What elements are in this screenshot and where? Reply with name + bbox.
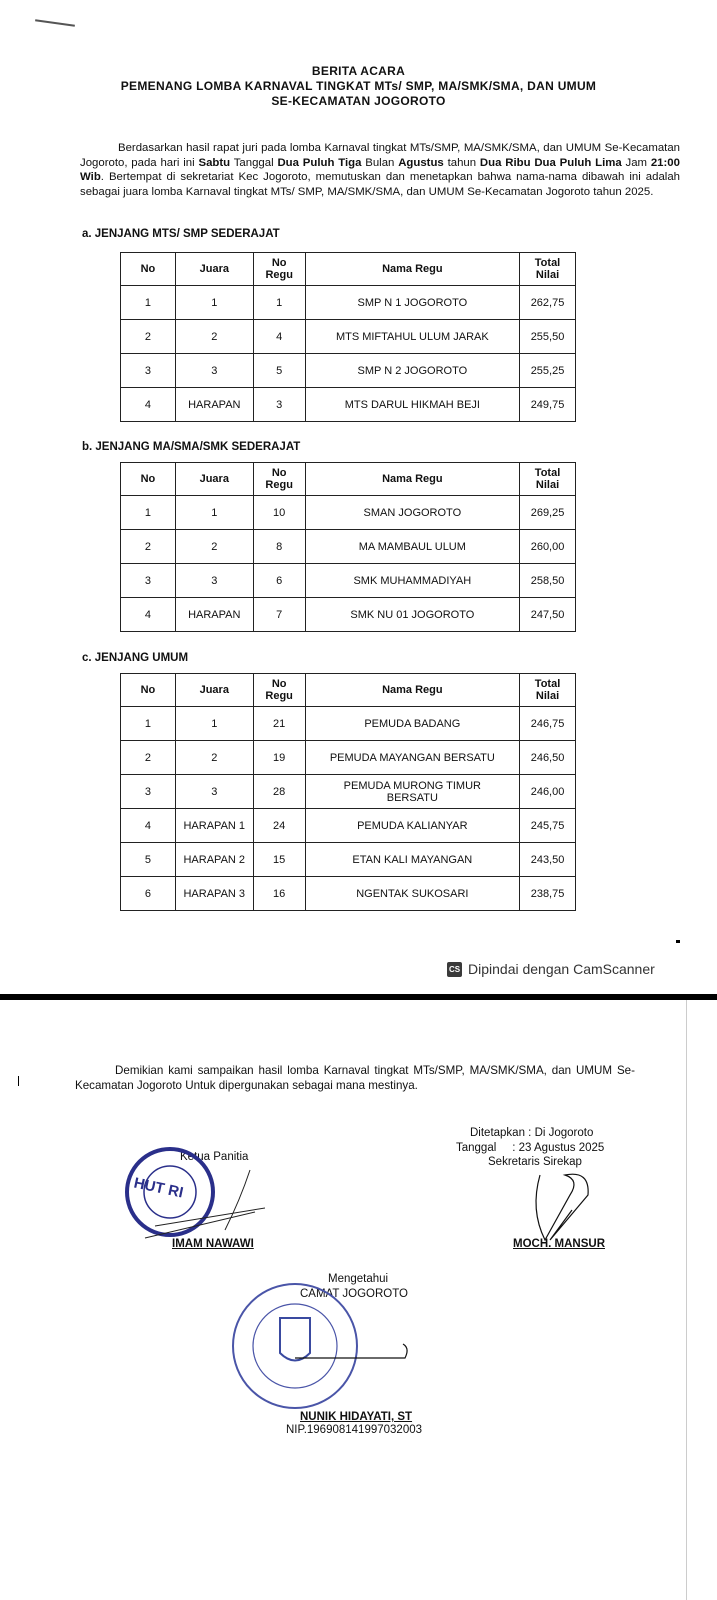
table-cell: SMK NU 01 JOGOROTO bbox=[305, 598, 519, 632]
table-cell: 15 bbox=[253, 843, 305, 877]
table-row bbox=[121, 354, 576, 388]
col-juara: Juara bbox=[175, 674, 253, 707]
table-cell: 10 bbox=[253, 496, 305, 530]
table-cell: 2 bbox=[175, 530, 253, 564]
table-cell: 16 bbox=[253, 877, 305, 911]
table-cell: 1 bbox=[175, 496, 253, 530]
table-row bbox=[121, 530, 576, 564]
table-cell: 1 bbox=[121, 707, 176, 741]
table-cell: 3 bbox=[175, 564, 253, 598]
table-row bbox=[121, 843, 576, 877]
col-no: No bbox=[121, 674, 176, 707]
section-label: c. JENJANG UMUM bbox=[82, 652, 189, 664]
doc-subtitle: PEMENANG LOMBA KARNAVAL TINGKAT MTs/ SMP, MA/SMK/SMA, DAN UMUM bbox=[120, 79, 597, 93]
table-cell: 2 bbox=[121, 741, 176, 775]
center-nip: NIP.196908141997032003 bbox=[286, 1424, 423, 1436]
center-name: NUNIK HIDAYATI, ST bbox=[300, 1411, 413, 1423]
table-row bbox=[121, 775, 576, 809]
table-cell: PEMUDA KALIANYAR bbox=[305, 809, 519, 843]
table-cell: MTS DARUL HIKMAH BEJI bbox=[305, 388, 519, 422]
table-cell: 7 bbox=[253, 598, 305, 632]
table-cell: 2 bbox=[175, 741, 253, 775]
center-role: CAMAT JOGOROTO bbox=[300, 1288, 408, 1300]
table-cell: 245,75 bbox=[520, 809, 576, 843]
right-name: MOCH. MANSUR bbox=[513, 1238, 605, 1250]
table-cell: PEMUDA BADANG bbox=[305, 707, 519, 741]
table-row bbox=[121, 598, 576, 632]
table-row bbox=[121, 320, 576, 354]
left-name: IMAM NAWAWI bbox=[172, 1238, 254, 1250]
table-cell: 3 bbox=[175, 775, 253, 809]
table-row bbox=[121, 707, 576, 741]
table-cell: 3 bbox=[121, 354, 176, 388]
table-cell: 1 bbox=[175, 707, 253, 741]
place-line: Ditetapkan : Di Jogoroto bbox=[470, 1127, 594, 1139]
table-cell: 1 bbox=[175, 286, 253, 320]
col-nama-regu: Nama Regu bbox=[305, 463, 519, 496]
doc-subtitle-2: SE-KECAMATAN JOGOROTO bbox=[271, 94, 446, 108]
section-label: a. JENJANG MTS/ SMP SEDERAJAT bbox=[82, 228, 280, 240]
table-row bbox=[121, 286, 576, 320]
table-cell: MTS MIFTAHUL ULUM JARAK bbox=[305, 320, 519, 354]
table-cell: 246,75 bbox=[520, 707, 576, 741]
page-edge bbox=[686, 1000, 687, 1600]
col-no: No bbox=[121, 463, 176, 496]
table-row bbox=[121, 388, 576, 422]
table-cell: 238,75 bbox=[520, 877, 576, 911]
col-total-nilai: Total Nilai bbox=[520, 674, 576, 707]
table-cell: 4 bbox=[121, 809, 176, 843]
results-table bbox=[120, 252, 576, 422]
table-row bbox=[121, 741, 576, 775]
col-nama-regu: Nama Regu bbox=[305, 674, 519, 707]
table-cell: 258,50 bbox=[520, 564, 576, 598]
col-no-regu: No Regu bbox=[253, 674, 305, 707]
table-cell: NGENTAK SUKOSARI bbox=[305, 877, 519, 911]
table-cell: 246,00 bbox=[520, 775, 576, 809]
table-row bbox=[121, 809, 576, 843]
table-cell: 6 bbox=[121, 877, 176, 911]
col-nama-regu: Nama Regu bbox=[305, 253, 519, 286]
table-cell: 19 bbox=[253, 741, 305, 775]
table-cell: 8 bbox=[253, 530, 305, 564]
table-cell: HARAPAN bbox=[175, 388, 253, 422]
table-cell: 2 bbox=[121, 320, 176, 354]
table-cell: 2 bbox=[175, 320, 253, 354]
table-cell: 28 bbox=[253, 775, 305, 809]
table-cell: SMAN JOGOROTO bbox=[305, 496, 519, 530]
camscanner-icon: CS bbox=[447, 962, 462, 977]
committee-stamp bbox=[115, 1140, 265, 1250]
table-cell: 255,50 bbox=[520, 320, 576, 354]
col-no: No bbox=[121, 253, 176, 286]
table-cell: 5 bbox=[121, 843, 176, 877]
table-cell: 262,75 bbox=[520, 286, 576, 320]
table-cell: 3 bbox=[175, 354, 253, 388]
table-cell: SMP N 2 JOGOROTO bbox=[305, 354, 519, 388]
table-cell: 4 bbox=[121, 598, 176, 632]
table-cell: 6 bbox=[253, 564, 305, 598]
results-table bbox=[120, 673, 576, 911]
table-cell: 260,00 bbox=[520, 530, 576, 564]
table-cell: 3 bbox=[253, 388, 305, 422]
table-header bbox=[121, 253, 576, 286]
table-cell: 1 bbox=[121, 286, 176, 320]
table-cell: HARAPAN bbox=[175, 598, 253, 632]
table-cell: HARAPAN 2 bbox=[175, 843, 253, 877]
scan-mark bbox=[18, 1076, 19, 1086]
date-line: Tanggal : 23 Agustus 2025 bbox=[456, 1142, 605, 1154]
table-cell: 21 bbox=[253, 707, 305, 741]
table-cell: 2 bbox=[121, 530, 176, 564]
official-stamp bbox=[225, 1278, 425, 1418]
table-cell: SMP N 1 JOGOROTO bbox=[305, 286, 519, 320]
table-cell: 243,50 bbox=[520, 843, 576, 877]
table-row bbox=[121, 877, 576, 911]
left-role: Ketua Panitia bbox=[180, 1151, 249, 1163]
right-signature bbox=[510, 1170, 610, 1245]
section-label: b. JENJANG MA/SMA/SMK SEDERAJAT bbox=[82, 441, 301, 453]
scan-mark bbox=[35, 19, 75, 27]
col-total-nilai: Total Nilai bbox=[520, 253, 576, 286]
table-cell: 247,50 bbox=[520, 598, 576, 632]
table-cell: ETAN KALI MAYANGAN bbox=[305, 843, 519, 877]
table-header bbox=[121, 674, 576, 707]
col-total-nilai: Total Nilai bbox=[520, 463, 576, 496]
table-cell: 1 bbox=[121, 496, 176, 530]
table-cell: 3 bbox=[121, 775, 176, 809]
scan-mark bbox=[676, 940, 680, 943]
table-cell: PEMUDA MURONG TIMUR BERSATU bbox=[305, 775, 519, 809]
col-no-regu: No Regu bbox=[253, 253, 305, 286]
intro-paragraph: Berdasarkan hasil rapat juri pada lomba Karnaval tingkat MTs/SMP, MA/SMK/SMA, dan UMUM Se-Kecamatan Jogoroto, pada hari ini Sabtu Tanggal Dua Puluh Tiga Bulan Agustus tahun Dua Ribu Dua Puluh Lima Jam 21:00 Wib. Bertempat di sekretariat Kec Jogoroto, memutuskan dan menetapkan bahwa nama-nama dibawah ini adalah sebagai juara lomba Karnaval tingkat MTs/ SMP, MA/SMK/SMA, dan UMUM Se-Kecamatan Jogoroto tahun 2025. bbox=[80, 142, 680, 198]
col-juara: Juara bbox=[175, 463, 253, 496]
camscanner-watermark: CS Dipindai dengan CamScanner bbox=[448, 961, 655, 977]
table-cell: 255,25 bbox=[520, 354, 576, 388]
table-cell: 1 bbox=[253, 286, 305, 320]
table-cell: 246,50 bbox=[520, 741, 576, 775]
table-cell: HARAPAN 1 bbox=[175, 809, 253, 843]
col-juara: Juara bbox=[175, 253, 253, 286]
table-cell: MA MAMBAUL ULUM bbox=[305, 530, 519, 564]
table-cell: PEMUDA MAYANGAN BERSATU bbox=[305, 741, 519, 775]
table-cell: 3 bbox=[121, 564, 176, 598]
table-cell: 269,25 bbox=[520, 496, 576, 530]
page-divider bbox=[0, 994, 717, 1000]
table-row bbox=[121, 496, 576, 530]
table-cell: 249,75 bbox=[520, 388, 576, 422]
table-cell: 5 bbox=[253, 354, 305, 388]
table-cell: HARAPAN 3 bbox=[175, 877, 253, 911]
closing-paragraph: Demikian kami sampaikan hasil lomba Karnaval tingkat MTs/SMP, MA/SMK/SMA, dan UMUM Se-Kecamatan Jogoroto Untuk dipergunakan sebagai mana mestinya. bbox=[75, 1064, 635, 1092]
center-label: Mengetahui bbox=[328, 1273, 389, 1285]
right-role: Sekretaris Sirekap bbox=[488, 1156, 582, 1168]
table-cell: 4 bbox=[121, 388, 176, 422]
results-table bbox=[120, 462, 576, 632]
table-cell: 24 bbox=[253, 809, 305, 843]
col-no-regu: No Regu bbox=[253, 463, 305, 496]
table-cell: 4 bbox=[253, 320, 305, 354]
table-cell: SMK MUHAMMADIYAH bbox=[305, 564, 519, 598]
table-row bbox=[121, 564, 576, 598]
doc-title: BERITA ACARA bbox=[311, 64, 406, 78]
table-header bbox=[121, 463, 576, 496]
svg-text:HUT RI: HUT RI bbox=[132, 1174, 185, 1202]
